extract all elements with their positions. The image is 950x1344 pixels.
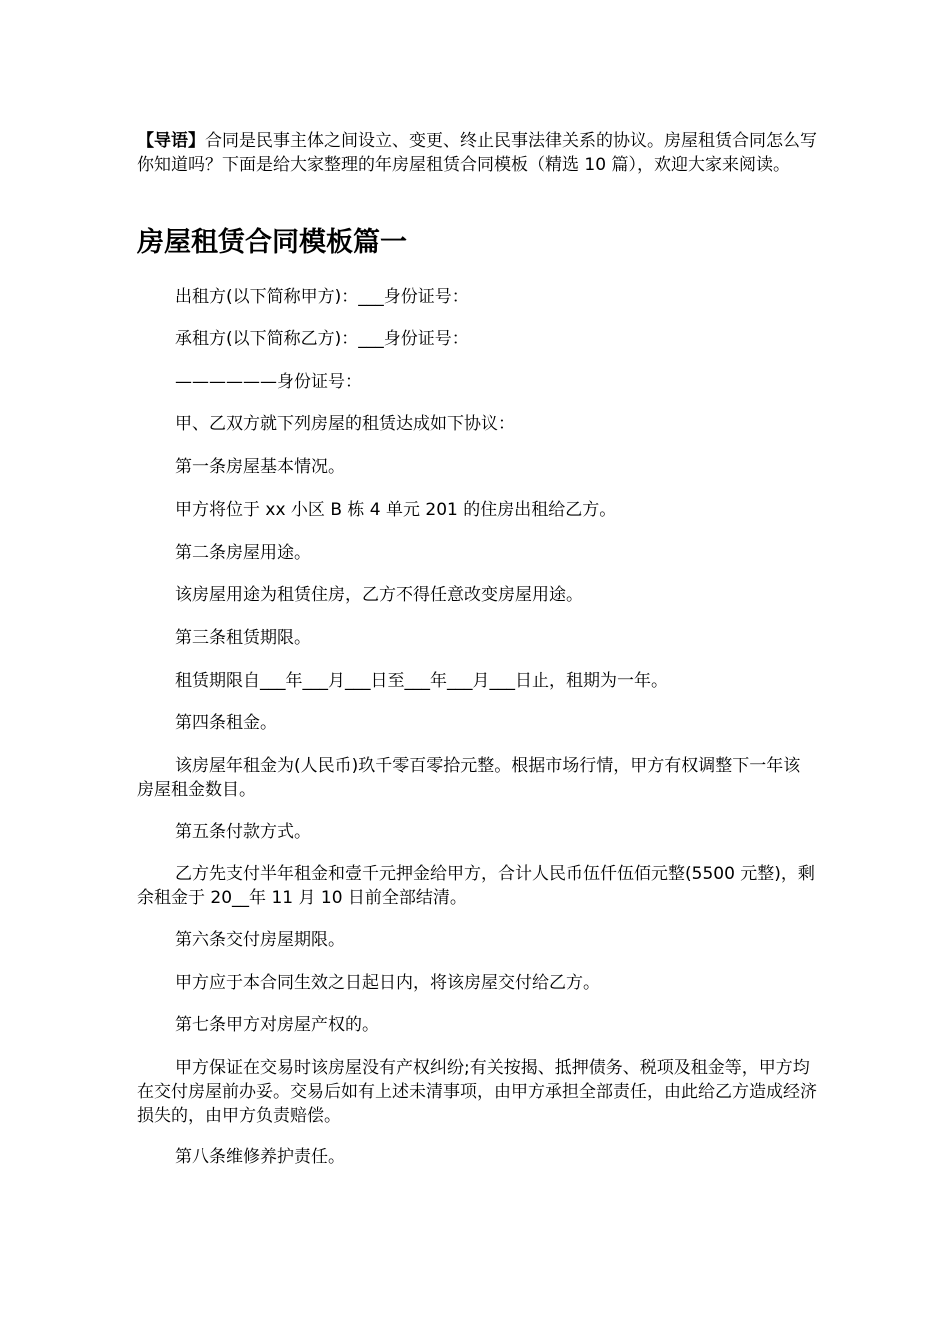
article-8-heading: 第八条维修养护责任。: [175, 1147, 345, 1167]
article-5-heading: 第五条付款方式。: [175, 822, 311, 842]
article-2-heading: 第二条房屋用途。: [175, 543, 311, 563]
article-6-heading: 第六条交付房屋期限。: [175, 930, 345, 950]
article-3-heading: 第三条租赁期限。: [175, 628, 311, 648]
article-1-body: 甲方将位于 xx 小区 B 栋 4 单元 201 的住房出租给乙方。: [175, 500, 617, 520]
article-5-body: 乙方先支付半年租金和壹千元押金给甲方，合计人民币伍仟伍佰元整(5500 元整)，剩余租金于 20__年 11 月 10 日前全部结清。: [137, 864, 815, 908]
paragraph-agreement: 甲、乙双方就下列房屋的租赁达成如下协议：: [175, 414, 515, 434]
intro-text: 合同是民事主体之间设立、变更、终止民事法律关系的协议。房屋租赁合同怎么写你知道吗？下面是给大家整理的年房屋租赁合同模板（精选 10 篇），欢迎大家来阅读。: [137, 131, 817, 175]
article-3-body: 租赁期限自___年___月___日至___年___月___日止，租期为一年。: [175, 671, 668, 691]
section-title: 房屋租赁合同模板篇一: [137, 227, 407, 258]
article-7-body: 甲方保证在交易时该房屋没有产权纠纷;有关按揭、抵押债务、税项及租金等，甲方均在交付房屋前办妥。交易后如有上述未清事项，由甲方承担全部责任，由此给乙方造成经济损失的，由甲方负责赔偿。: [137, 1058, 817, 1126]
paragraph-lessor: 出租方(以下简称甲方)：___身份证号：: [175, 287, 469, 307]
article-6-body: 甲方应于本合同生效之日起日内，将该房屋交付给乙方。: [175, 973, 600, 993]
article-4-body: 该房屋年租金为(人民币)玖千零百零拾元整。根据市场行情，甲方有权调整下一年该房屋租金数目。: [137, 756, 801, 800]
article-1-heading: 第一条房屋基本情况。: [175, 457, 345, 477]
article-7-heading: 第七条甲方对房屋产权的。: [175, 1015, 379, 1035]
intro-tag: 【导语】: [137, 131, 205, 151]
paragraph-id-line: ——————身份证号：: [175, 372, 362, 392]
intro-paragraph: [137, 129, 817, 177]
paragraph-lessee: 承租方(以下简称乙方)：___身份证号：: [175, 329, 469, 349]
article-2-body: 该房屋用途为租赁住房，乙方不得任意改变房屋用途。: [175, 585, 583, 605]
article-4-heading: 第四条租金。: [175, 713, 277, 733]
